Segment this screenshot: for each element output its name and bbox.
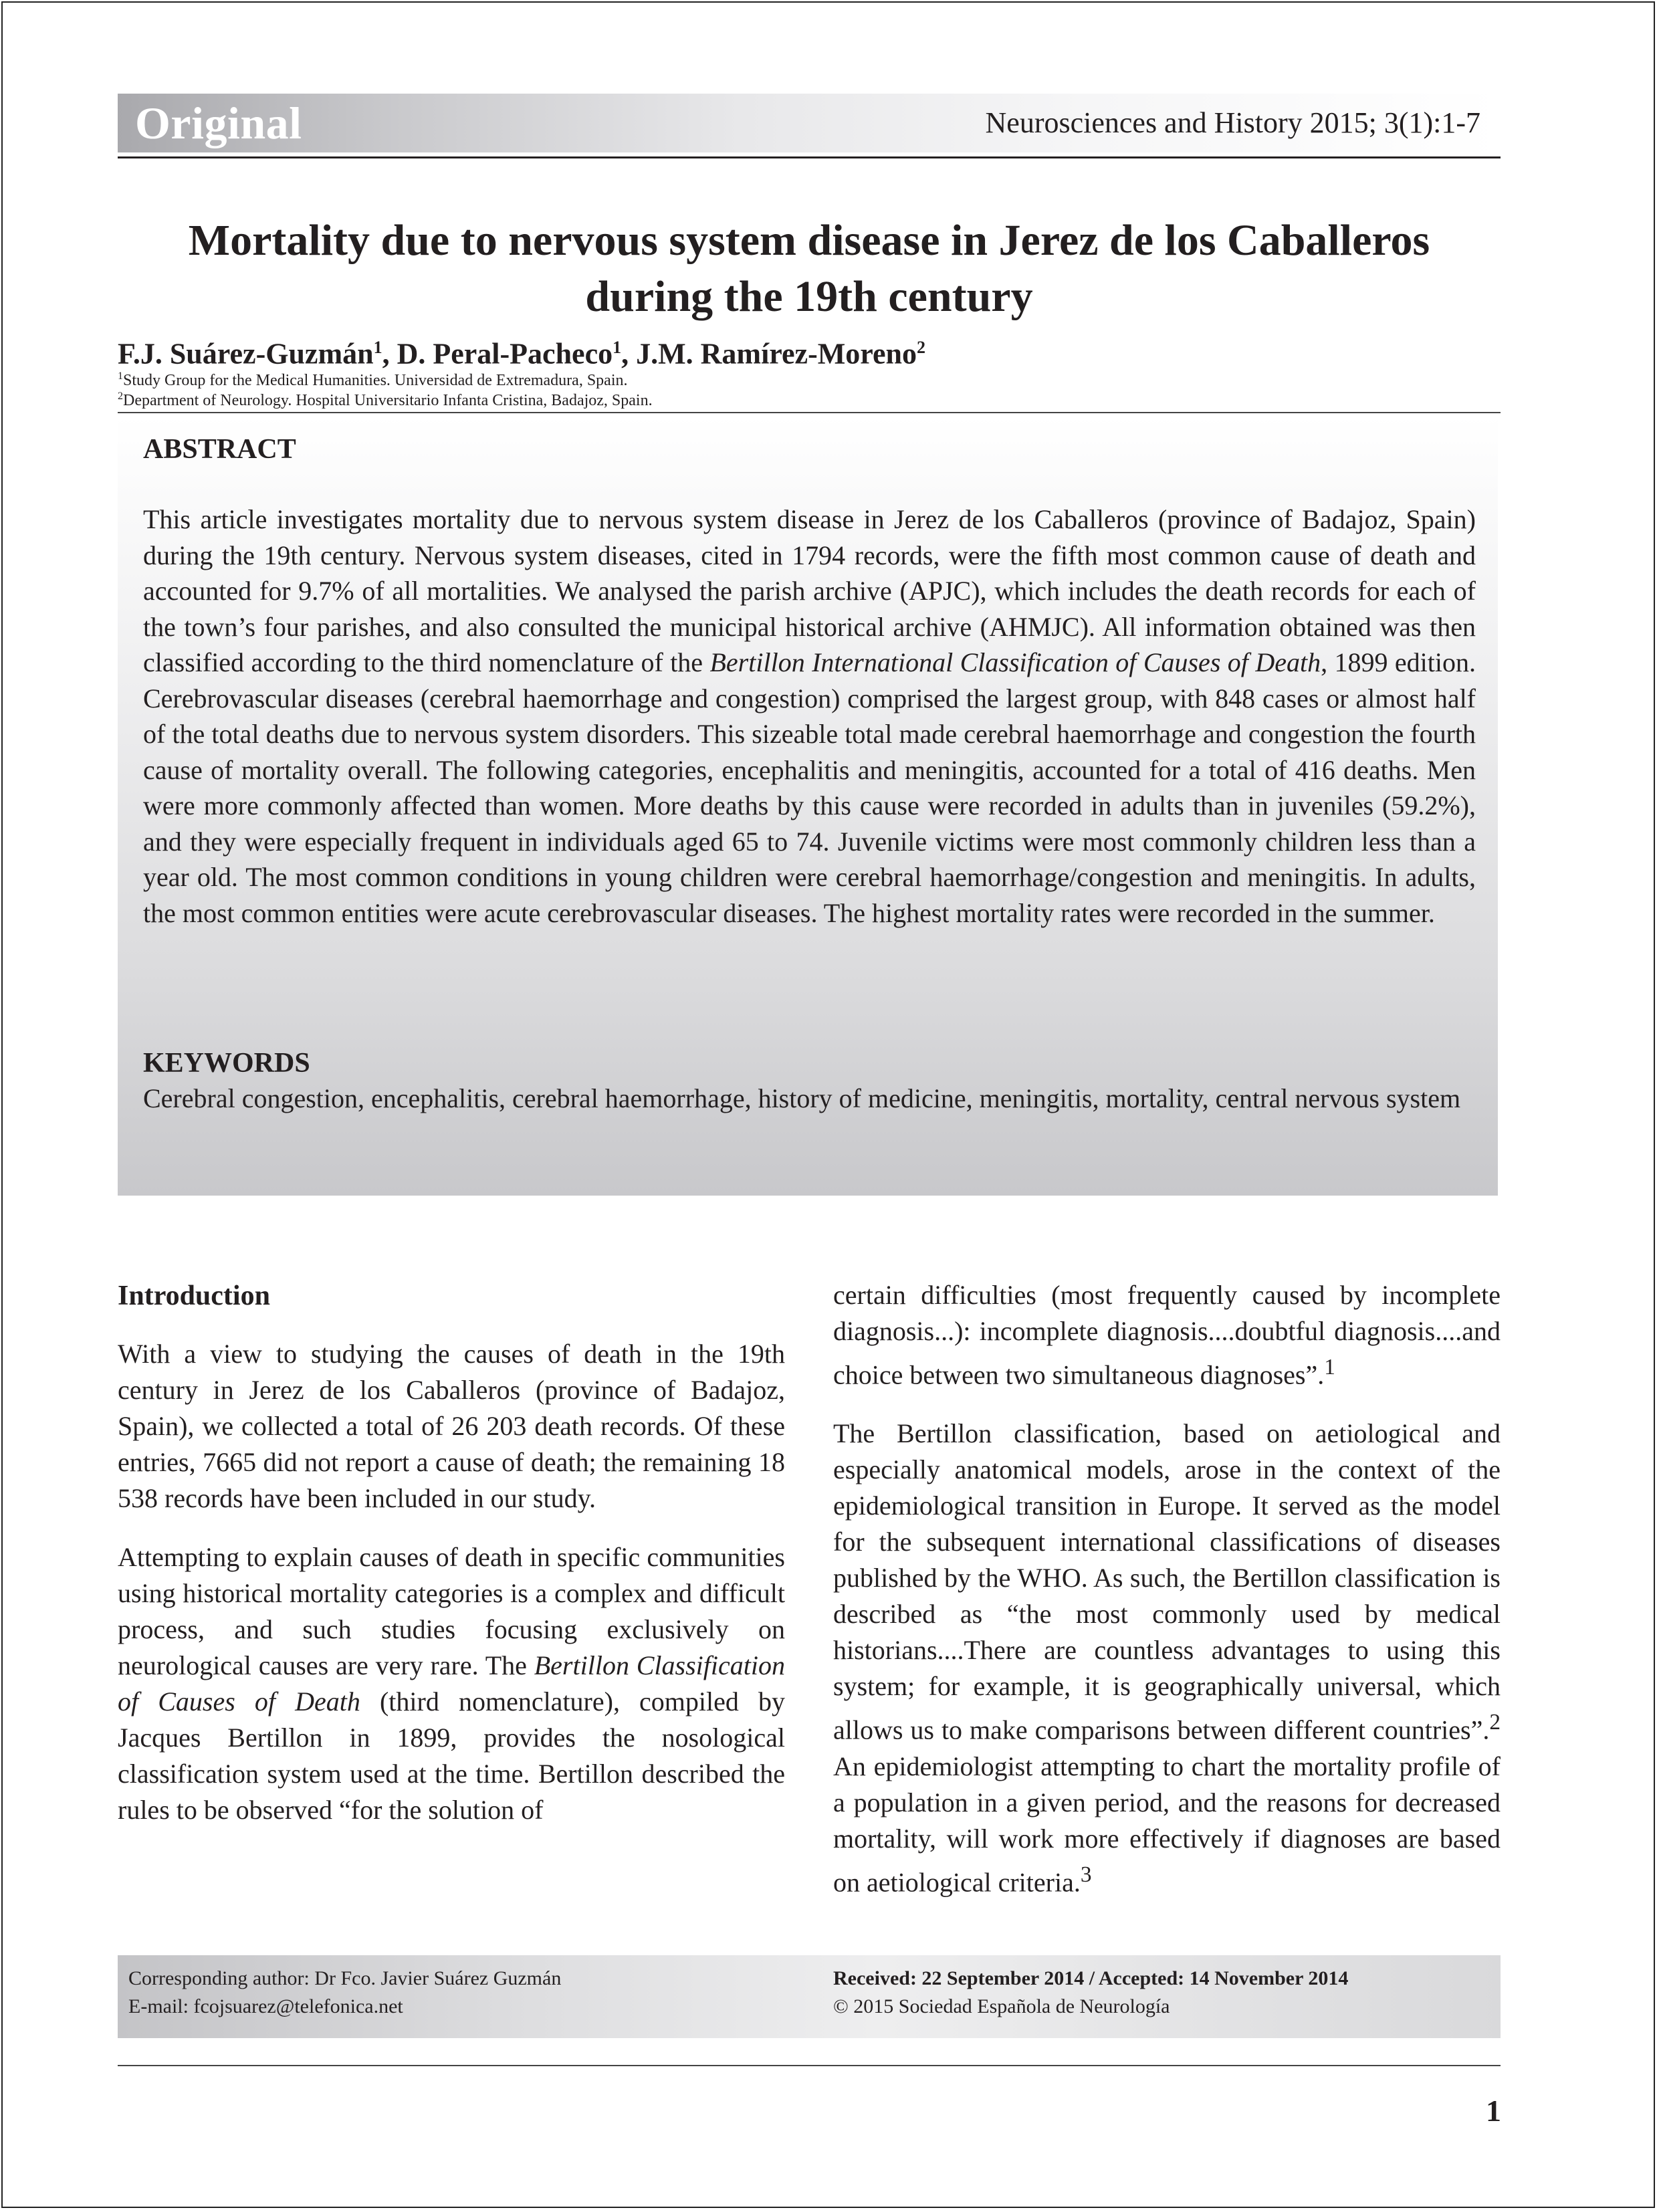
author-name: J.M. Ramírez-Moreno bbox=[636, 337, 917, 370]
author-separator: , bbox=[382, 337, 397, 370]
corresponding-author: Corresponding author: Dr Fco. Javier Suárez Guzmán bbox=[128, 1967, 562, 1989]
abstract-text-part: , 1899 edition. Cerebrovascular diseases (cerebral haemorrhage and congestion) comprised the largest group, with 848 cases or almost half of the total deaths due to nervous system disorders. This sizeable total made cerebral haemorrhage and congestion the fourth cause of mortality overall. The following categories, encephalitis and meningitis, accounted for a total of 416 deaths. Men were more commonly affected than women. More deaths by this cause were recorded in adults than in juveniles (59.2%), and they were especially frequent in individuals aged 65 to 74. Juvenile victims were most commonly children less than a year old. The most common conditions in young children were cerebral haemorrhage/congestion and meningitis. In adults, the most common entities were acute cerebrovascular diseases. The highest mortality rates were recorded in the summer. bbox=[143, 647, 1476, 928]
abstract-heading: ABSTRACT bbox=[143, 434, 296, 465]
paragraph-text-part: Attempting to explain causes of death in specific communities using historical mortality categories is a complex and difficult process, and such studies focusing exclusively on neurological causes are very rare. The bbox=[118, 1542, 785, 1680]
author-affiliation-mark: 1 bbox=[613, 338, 622, 357]
received-accepted-dates: Received: 22 September 2014 / Accepted: 14 November 2014 bbox=[833, 1967, 1349, 1989]
reference-superscript: 2 bbox=[1489, 1710, 1501, 1735]
paragraph-text-part: (third nomenclature), compiled by Jacques Bertillon in 1899, provides the nosological classification system used at the time. Bertillon described the rules to be observed “for the solution of bbox=[118, 1686, 786, 1825]
affiliation-text: Department of Neurology. Hospital Universitario Infanta Cristina, Badajoz, Spain. bbox=[123, 392, 653, 409]
header-band bbox=[118, 94, 1501, 152]
copyright-notice: © 2015 Sociedad Española de Neurología bbox=[833, 1995, 1170, 2017]
footer-band bbox=[118, 1955, 1501, 2038]
title-line-2: during the 19th century bbox=[585, 272, 1033, 321]
journal-reference: Neurosciences and History 2015; 3(1):1-7 bbox=[985, 106, 1480, 139]
abstract-text bbox=[143, 502, 1476, 931]
reference-superscript: 3 bbox=[1080, 1862, 1092, 1887]
author-name: D. Peral-Pacheco bbox=[397, 337, 613, 370]
abstract-italic-title: Bertillon International Classification of Causes of Death bbox=[709, 647, 1321, 677]
author-affiliation-mark: 2 bbox=[917, 338, 925, 357]
header-rule bbox=[118, 156, 1501, 158]
paragraph-text-part: An epidemiologist attempting to chart the mortality profile of a population in a given period, and the reasons for decreased mortality, will work more effectively if diagnoses are based on aetiological criteria. bbox=[833, 1751, 1501, 1897]
affiliation-text: Study Group for the Medical Humanities. Universidad de Extremadura, Spain. bbox=[123, 372, 628, 389]
paragraph-text-part: The Bertillon classification, based on aetiological and especially anatomical models, arose in the context of the epidemiological transition in Europe. It served as the model for the subsequent international classifications of diseases published by the WHO. As such, the Bertillon classification is described as “the most commonly used by medical historians....There are countless advantages to using this system; for example, it is geographically universal, which allows us to make comparisons between different countries”. bbox=[833, 1418, 1501, 1745]
body-column-right bbox=[833, 1277, 1501, 1923]
author-separator: , bbox=[621, 337, 637, 370]
body-paragraph bbox=[833, 1416, 1501, 1900]
affiliation-number: 2 bbox=[118, 391, 123, 402]
article-title bbox=[118, 213, 1501, 325]
body-column-left bbox=[118, 1277, 785, 1851]
body-paragraph bbox=[118, 1539, 785, 1828]
affiliation-rule bbox=[118, 412, 1501, 413]
introduction-heading: Introduction bbox=[118, 1281, 270, 1311]
author-affiliation-mark: 1 bbox=[373, 338, 382, 357]
body-paragraph bbox=[833, 1277, 1501, 1393]
affiliation-2 bbox=[118, 386, 653, 411]
section-label: Original bbox=[135, 98, 302, 148]
paragraph-text-part: certain difficulties (most frequently caused by incomplete diagnosis...): incomplete diagnosis....doubtful diagnosis....and choice between two simultaneous diagnoses”. bbox=[833, 1280, 1501, 1390]
corresponding-author-block bbox=[128, 1965, 561, 2021]
abstract-box bbox=[118, 416, 1498, 1196]
body-paragraph: With a view to studying the causes of death in the 19th century in Jerez de los Caballeros (province of Badajoz, Spain), we collected a total of 26 203 death records. Of these entries, 7665 did not report a cause of death; the remaining 18 538 records have been included in our study. bbox=[118, 1339, 785, 1513]
keywords-heading: KEYWORDS bbox=[143, 1048, 310, 1079]
keywords-text: Cerebral congestion, encephalitis, cerebral haemorrhage, history of medicine, meningitis, mortality, central nervous system bbox=[143, 1083, 1461, 1113]
author-name: F.J. Suárez-Guzmán bbox=[118, 337, 374, 370]
publication-info-block bbox=[833, 1965, 1348, 2021]
page-number: 1 bbox=[1486, 2094, 1501, 2128]
reference-superscript: 1 bbox=[1324, 1355, 1335, 1379]
italic-title: Bertillon Classification of Causes of Death bbox=[118, 1650, 786, 1717]
affiliation-number: 1 bbox=[118, 370, 123, 382]
abstract-text-part: This article investigates mortality due to nervous system disease in Jerez de los Caballeros (province of Badajoz, Spain) during the 19th century. Nervous system diseases, cited in 1794 records, were the fifth most common cause of death and accounted for 9.7% of all mortalities. We analysed the parish archive (APJC), which includes the death records for each of the town’s four parishes, and also consulted the municipal historical archive (AHMJC). All information obtained was then classified according to the third nomenclature of the bbox=[143, 504, 1476, 677]
footer-rule bbox=[118, 2065, 1501, 2066]
author-email: E-mail: fcojsuarez@telefonica.net bbox=[128, 1995, 403, 2017]
title-line-1: Mortality due to nervous system disease in Jerez de los Caballeros bbox=[188, 216, 1430, 265]
